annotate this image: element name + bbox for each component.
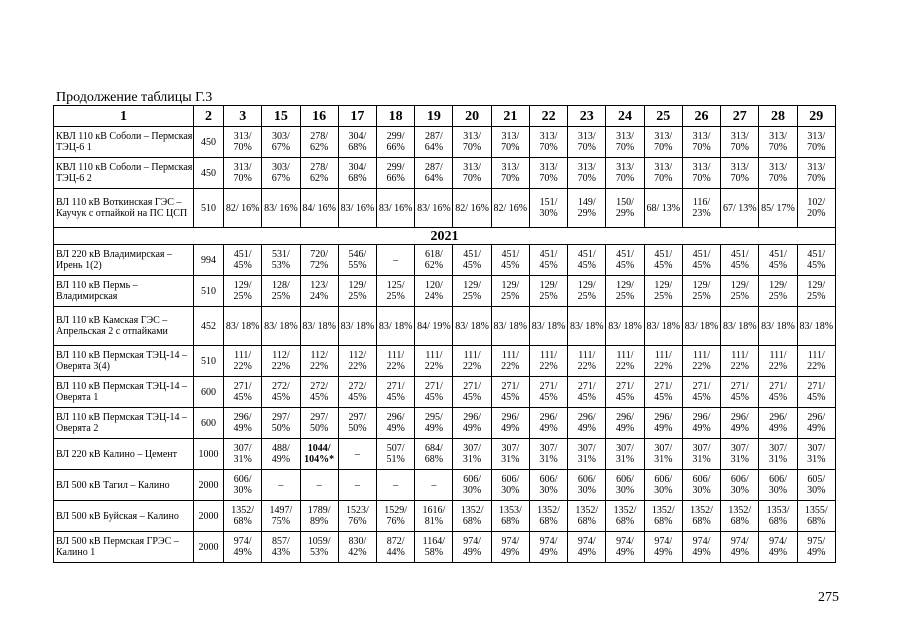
value-cell: 271/ 45%	[453, 377, 491, 408]
value-cell: 297/ 50%	[338, 408, 376, 439]
col-header: 23	[568, 106, 606, 127]
value-cell: 451/ 45%	[682, 245, 720, 276]
capacity-cell: 2000	[193, 470, 223, 501]
value-cell: 83/ 18%	[759, 307, 797, 346]
capacity-cell: 2000	[193, 532, 223, 563]
value-cell: 83/ 18%	[568, 307, 606, 346]
value-cell: 307/ 31%	[453, 439, 491, 470]
value-cell: 68/ 13%	[644, 189, 682, 228]
value-cell: 1353/ 68%	[491, 501, 529, 532]
line-name-cell: ВЛ 500 кВ Буйская – Калино	[54, 501, 194, 532]
value-cell: 975/ 49%	[797, 532, 835, 563]
capacity-cell: 510	[193, 346, 223, 377]
value-cell: 111/ 22%	[377, 346, 415, 377]
value-cell: 720/ 72%	[300, 245, 338, 276]
value-cell: 830/ 42%	[338, 532, 376, 563]
value-cell: 307/ 31%	[606, 439, 644, 470]
value-cell: 307/ 31%	[224, 439, 262, 470]
value-cell: 296/ 49%	[224, 408, 262, 439]
value-cell: 272/ 45%	[338, 377, 376, 408]
value-cell: 451/ 45%	[224, 245, 262, 276]
value-cell: 313/ 70%	[491, 158, 529, 189]
value-cell: 606/ 30%	[721, 470, 759, 501]
value-cell: 111/ 22%	[529, 346, 567, 377]
value-cell: 1497/ 75%	[262, 501, 300, 532]
line-name-cell: КВЛ 110 кВ Соболи – Пермская ТЭЦ-6 1	[54, 127, 194, 158]
value-cell: 1352/ 68%	[682, 501, 720, 532]
value-cell: 313/ 70%	[721, 127, 759, 158]
value-cell: 82/ 16%	[491, 189, 529, 228]
value-cell: 83/ 16%	[377, 189, 415, 228]
line-name-cell: ВЛ 220 кВ Калино – Цемент	[54, 439, 194, 470]
value-cell: 129/ 25%	[682, 276, 720, 307]
value-cell: 307/ 31%	[644, 439, 682, 470]
capacity-cell: 452	[193, 307, 223, 346]
value-cell: 974/ 49%	[224, 532, 262, 563]
value-cell: 451/ 45%	[721, 245, 759, 276]
value-cell: 974/ 49%	[759, 532, 797, 563]
value-cell: 1044/ 104%*	[300, 439, 338, 470]
year-row	[54, 228, 836, 245]
value-cell: 605/ 30%	[797, 470, 835, 501]
value-cell: 271/ 45%	[606, 377, 644, 408]
value-cell: 296/ 49%	[529, 408, 567, 439]
value-cell: 129/ 25%	[338, 276, 376, 307]
value-cell: 129/ 25%	[529, 276, 567, 307]
value-cell: 129/ 25%	[644, 276, 682, 307]
value-cell: 296/ 49%	[606, 408, 644, 439]
line-name-cell: ВЛ 220 кВ Владимирская – Ирень 1(2)	[54, 245, 194, 276]
col-header: 20	[453, 106, 491, 127]
value-cell: 125/ 25%	[377, 276, 415, 307]
value-cell: 1352/ 68%	[453, 501, 491, 532]
value-cell: 67/ 13%	[721, 189, 759, 228]
page-number: 275	[818, 590, 839, 605]
table-row	[54, 408, 836, 439]
value-cell: 129/ 25%	[721, 276, 759, 307]
value-cell: 129/ 25%	[224, 276, 262, 307]
value-cell: 296/ 49%	[797, 408, 835, 439]
value-cell: 83/ 18%	[529, 307, 567, 346]
year-label: 2021	[54, 228, 836, 245]
value-cell: –	[377, 470, 415, 501]
value-cell: 304/ 68%	[338, 158, 376, 189]
value-cell: 974/ 49%	[682, 532, 720, 563]
value-cell: 83/ 18%	[338, 307, 376, 346]
value-cell: 271/ 45%	[568, 377, 606, 408]
value-cell: 271/ 45%	[759, 377, 797, 408]
value-cell: 296/ 49%	[377, 408, 415, 439]
value-cell: 313/ 70%	[797, 127, 835, 158]
capacity-cell: 510	[193, 276, 223, 307]
table-row	[54, 501, 836, 532]
value-cell: 83/ 18%	[453, 307, 491, 346]
value-cell: 1352/ 68%	[721, 501, 759, 532]
line-name-cell: ВЛ 500 кВ Пермская ГРЭС – Калино 1	[54, 532, 194, 563]
value-cell: 296/ 49%	[644, 408, 682, 439]
value-cell: 307/ 31%	[797, 439, 835, 470]
value-cell: 271/ 45%	[224, 377, 262, 408]
value-cell: 313/ 70%	[453, 127, 491, 158]
col-header: 18	[377, 106, 415, 127]
value-cell: 111/ 22%	[759, 346, 797, 377]
value-cell: 313/ 70%	[682, 127, 720, 158]
value-cell: 974/ 49%	[453, 532, 491, 563]
capacity-cell: 994	[193, 245, 223, 276]
value-cell: 451/ 45%	[491, 245, 529, 276]
value-cell: 1352/ 68%	[568, 501, 606, 532]
value-cell: 313/ 70%	[491, 127, 529, 158]
value-cell: 112/ 22%	[262, 346, 300, 377]
value-cell: 1353/ 68%	[759, 501, 797, 532]
value-cell: 307/ 31%	[568, 439, 606, 470]
value-cell: 151/ 30%	[529, 189, 567, 228]
line-name-cell: ВЛ 110 кВ Камская ГЭС – Апрельская 2 с отпайками	[54, 307, 194, 346]
value-cell: 84/ 16%	[300, 189, 338, 228]
value-cell: 451/ 45%	[453, 245, 491, 276]
value-cell: 278/ 62%	[300, 127, 338, 158]
value-cell: 313/ 70%	[721, 158, 759, 189]
value-cell: 313/ 70%	[529, 127, 567, 158]
value-cell: 111/ 22%	[453, 346, 491, 377]
value-cell: 684/ 68%	[415, 439, 453, 470]
value-cell: 82/ 16%	[453, 189, 491, 228]
value-cell: 313/ 70%	[529, 158, 567, 189]
value-cell: 111/ 22%	[568, 346, 606, 377]
value-cell: 287/ 64%	[415, 158, 453, 189]
value-cell: 150/ 29%	[606, 189, 644, 228]
col-header: 16	[300, 106, 338, 127]
value-cell: 531/ 53%	[262, 245, 300, 276]
line-name-cell: ВЛ 110 кВ Пермская ТЭЦ-14 – Оверята 1	[54, 377, 194, 408]
value-cell: 313/ 70%	[224, 127, 262, 158]
line-name-cell: ВЛ 110 кВ Пермь – Владимирская	[54, 276, 194, 307]
value-cell: 111/ 22%	[721, 346, 759, 377]
value-cell: 313/ 70%	[568, 127, 606, 158]
col-header: 21	[491, 106, 529, 127]
value-cell: 307/ 31%	[529, 439, 567, 470]
col-header: 15	[262, 106, 300, 127]
value-cell: 1352/ 68%	[644, 501, 682, 532]
value-cell: 451/ 45%	[759, 245, 797, 276]
value-cell: 313/ 70%	[606, 158, 644, 189]
value-cell: 111/ 22%	[797, 346, 835, 377]
value-cell: 299/ 66%	[377, 158, 415, 189]
value-cell: 507/ 51%	[377, 439, 415, 470]
value-cell: 102/ 20%	[797, 189, 835, 228]
value-cell: –	[377, 245, 415, 276]
value-cell: –	[262, 470, 300, 501]
col-header: 28	[759, 106, 797, 127]
value-cell: 149/ 29%	[568, 189, 606, 228]
value-cell: 296/ 49%	[759, 408, 797, 439]
value-cell: 83/ 18%	[300, 307, 338, 346]
value-cell: 129/ 25%	[568, 276, 606, 307]
value-cell: 123/ 24%	[300, 276, 338, 307]
value-cell: 296/ 49%	[721, 408, 759, 439]
value-cell: 129/ 25%	[606, 276, 644, 307]
col-header: 3	[224, 106, 262, 127]
table-row	[54, 532, 836, 563]
value-cell: –	[415, 470, 453, 501]
line-name-cell: ВЛ 110 кВ Воткинская ГЭС – Каучук с отпайкой на ПС ЦСП	[54, 189, 194, 228]
table-row	[54, 470, 836, 501]
line-name-cell: КВЛ 110 кВ Соболи – Пермская ТЭЦ-6 2	[54, 158, 194, 189]
value-cell: 307/ 31%	[721, 439, 759, 470]
value-cell: 82/ 16%	[224, 189, 262, 228]
value-cell: 271/ 45%	[377, 377, 415, 408]
value-cell: 83/ 18%	[224, 307, 262, 346]
value-cell: 974/ 49%	[644, 532, 682, 563]
value-cell: 111/ 22%	[224, 346, 262, 377]
table-row	[54, 245, 836, 276]
value-cell: 296/ 49%	[491, 408, 529, 439]
value-cell: 272/ 45%	[262, 377, 300, 408]
value-cell: 271/ 45%	[721, 377, 759, 408]
value-cell: 303/ 67%	[262, 158, 300, 189]
value-cell: 313/ 70%	[606, 127, 644, 158]
value-cell: 307/ 31%	[682, 439, 720, 470]
value-cell: 116/ 23%	[682, 189, 720, 228]
col-header: 22	[529, 106, 567, 127]
value-cell: 84/ 19%	[415, 307, 453, 346]
col-header: 27	[721, 106, 759, 127]
value-cell: 271/ 45%	[682, 377, 720, 408]
value-cell: 85/ 17%	[759, 189, 797, 228]
value-cell: 271/ 45%	[415, 377, 453, 408]
col-header: 29	[797, 106, 835, 127]
value-cell: 278/ 62%	[300, 158, 338, 189]
value-cell: 295/ 49%	[415, 408, 453, 439]
value-cell: 606/ 30%	[529, 470, 567, 501]
capacity-cell: 600	[193, 377, 223, 408]
value-cell: 451/ 45%	[606, 245, 644, 276]
table-row	[54, 127, 836, 158]
value-cell: 606/ 30%	[644, 470, 682, 501]
value-cell: 83/ 16%	[415, 189, 453, 228]
value-cell: 313/ 70%	[644, 127, 682, 158]
value-cell: 606/ 30%	[453, 470, 491, 501]
value-cell: 83/ 18%	[262, 307, 300, 346]
value-cell: 129/ 25%	[797, 276, 835, 307]
value-cell: 974/ 49%	[491, 532, 529, 563]
value-cell: 313/ 70%	[759, 127, 797, 158]
value-cell: 112/ 22%	[300, 346, 338, 377]
value-cell: 83/ 18%	[377, 307, 415, 346]
value-cell: 83/ 18%	[797, 307, 835, 346]
value-cell: 451/ 45%	[568, 245, 606, 276]
col-header: 2	[193, 106, 223, 127]
value-cell: 83/ 18%	[644, 307, 682, 346]
value-cell: 618/ 62%	[415, 245, 453, 276]
data-table	[53, 105, 836, 563]
value-cell: 313/ 70%	[644, 158, 682, 189]
value-cell: 83/ 18%	[491, 307, 529, 346]
value-cell: 1789/ 89%	[300, 501, 338, 532]
value-cell: 111/ 22%	[606, 346, 644, 377]
capacity-cell: 450	[193, 158, 223, 189]
value-cell: 111/ 22%	[682, 346, 720, 377]
value-cell: 303/ 67%	[262, 127, 300, 158]
line-name-cell: ВЛ 110 кВ Пермская ТЭЦ-14 – Оверята 2	[54, 408, 194, 439]
value-cell: 296/ 49%	[453, 408, 491, 439]
value-cell: 606/ 30%	[682, 470, 720, 501]
value-cell: 297/ 50%	[300, 408, 338, 439]
value-cell: –	[300, 470, 338, 501]
value-cell: 83/ 16%	[338, 189, 376, 228]
value-cell: 299/ 66%	[377, 127, 415, 158]
value-cell: 271/ 45%	[491, 377, 529, 408]
value-cell: 974/ 49%	[568, 532, 606, 563]
value-cell: 451/ 45%	[644, 245, 682, 276]
col-header: 19	[415, 106, 453, 127]
capacity-cell: 1000	[193, 439, 223, 470]
capacity-cell: 450	[193, 127, 223, 158]
table-row	[54, 346, 836, 377]
value-cell: 129/ 25%	[453, 276, 491, 307]
value-cell: 271/ 45%	[529, 377, 567, 408]
table-row	[54, 189, 836, 228]
value-cell: 451/ 45%	[797, 245, 835, 276]
value-cell: 1529/ 76%	[377, 501, 415, 532]
value-cell: 313/ 70%	[759, 158, 797, 189]
value-cell: 129/ 25%	[759, 276, 797, 307]
value-cell: 313/ 70%	[797, 158, 835, 189]
value-cell: 451/ 45%	[529, 245, 567, 276]
col-header: 17	[338, 106, 376, 127]
value-cell: 111/ 22%	[644, 346, 682, 377]
value-cell: 1352/ 68%	[224, 501, 262, 532]
value-cell: 313/ 70%	[682, 158, 720, 189]
col-header: 26	[682, 106, 720, 127]
value-cell: 488/ 49%	[262, 439, 300, 470]
col-header: 25	[644, 106, 682, 127]
value-cell: –	[338, 439, 376, 470]
table-row	[54, 276, 836, 307]
value-cell: 1355/ 68%	[797, 501, 835, 532]
value-cell: 606/ 30%	[606, 470, 644, 501]
line-name-cell: ВЛ 500 кВ Тагил – Калино	[54, 470, 194, 501]
value-cell: 546/ 55%	[338, 245, 376, 276]
value-cell: 857/ 43%	[262, 532, 300, 563]
value-cell: 83/ 18%	[682, 307, 720, 346]
value-cell: 271/ 45%	[797, 377, 835, 408]
value-cell: 313/ 70%	[453, 158, 491, 189]
header-row	[54, 106, 836, 127]
value-cell: –	[338, 470, 376, 501]
col-header: 24	[606, 106, 644, 127]
capacity-cell: 600	[193, 408, 223, 439]
capacity-cell: 2000	[193, 501, 223, 532]
col-header: 1	[54, 106, 194, 127]
value-cell: 606/ 30%	[568, 470, 606, 501]
value-cell: 83/ 18%	[721, 307, 759, 346]
value-cell: 83/ 18%	[606, 307, 644, 346]
value-cell: 606/ 30%	[224, 470, 262, 501]
value-cell: 974/ 49%	[529, 532, 567, 563]
value-cell: 112/ 22%	[338, 346, 376, 377]
value-cell: 83/ 16%	[262, 189, 300, 228]
value-cell: 606/ 30%	[491, 470, 529, 501]
value-cell: 111/ 22%	[415, 346, 453, 377]
value-cell: 272/ 45%	[300, 377, 338, 408]
table-row	[54, 158, 836, 189]
value-cell: 313/ 70%	[568, 158, 606, 189]
value-cell: 304/ 68%	[338, 127, 376, 158]
value-cell: 606/ 30%	[759, 470, 797, 501]
value-cell: 111/ 22%	[491, 346, 529, 377]
value-cell: 872/ 44%	[377, 532, 415, 563]
value-cell: 1352/ 68%	[529, 501, 567, 532]
value-cell: 1352/ 68%	[606, 501, 644, 532]
value-cell: 287/ 64%	[415, 127, 453, 158]
capacity-cell: 510	[193, 189, 223, 228]
value-cell: 296/ 49%	[682, 408, 720, 439]
value-cell: 271/ 45%	[644, 377, 682, 408]
value-cell: 974/ 49%	[721, 532, 759, 563]
value-cell: 297/ 50%	[262, 408, 300, 439]
value-cell: 307/ 31%	[759, 439, 797, 470]
line-name-cell: ВЛ 110 кВ Пермская ТЭЦ-14 – Оверята 3(4)	[54, 346, 194, 377]
value-cell: 1523/ 76%	[338, 501, 376, 532]
value-cell: 307/ 31%	[491, 439, 529, 470]
value-cell: 974/ 49%	[606, 532, 644, 563]
table-caption: Продолжение таблицы Г.3	[56, 90, 213, 105]
value-cell: 313/ 70%	[224, 158, 262, 189]
table-row	[54, 439, 836, 470]
value-cell: 1059/ 53%	[300, 532, 338, 563]
value-cell: 129/ 25%	[491, 276, 529, 307]
table-row	[54, 307, 836, 346]
value-cell: 1616/ 81%	[415, 501, 453, 532]
value-cell: 120/ 24%	[415, 276, 453, 307]
value-cell: 296/ 49%	[568, 408, 606, 439]
value-cell: 1164/ 58%	[415, 532, 453, 563]
value-cell: 128/ 25%	[262, 276, 300, 307]
table-row	[54, 377, 836, 408]
